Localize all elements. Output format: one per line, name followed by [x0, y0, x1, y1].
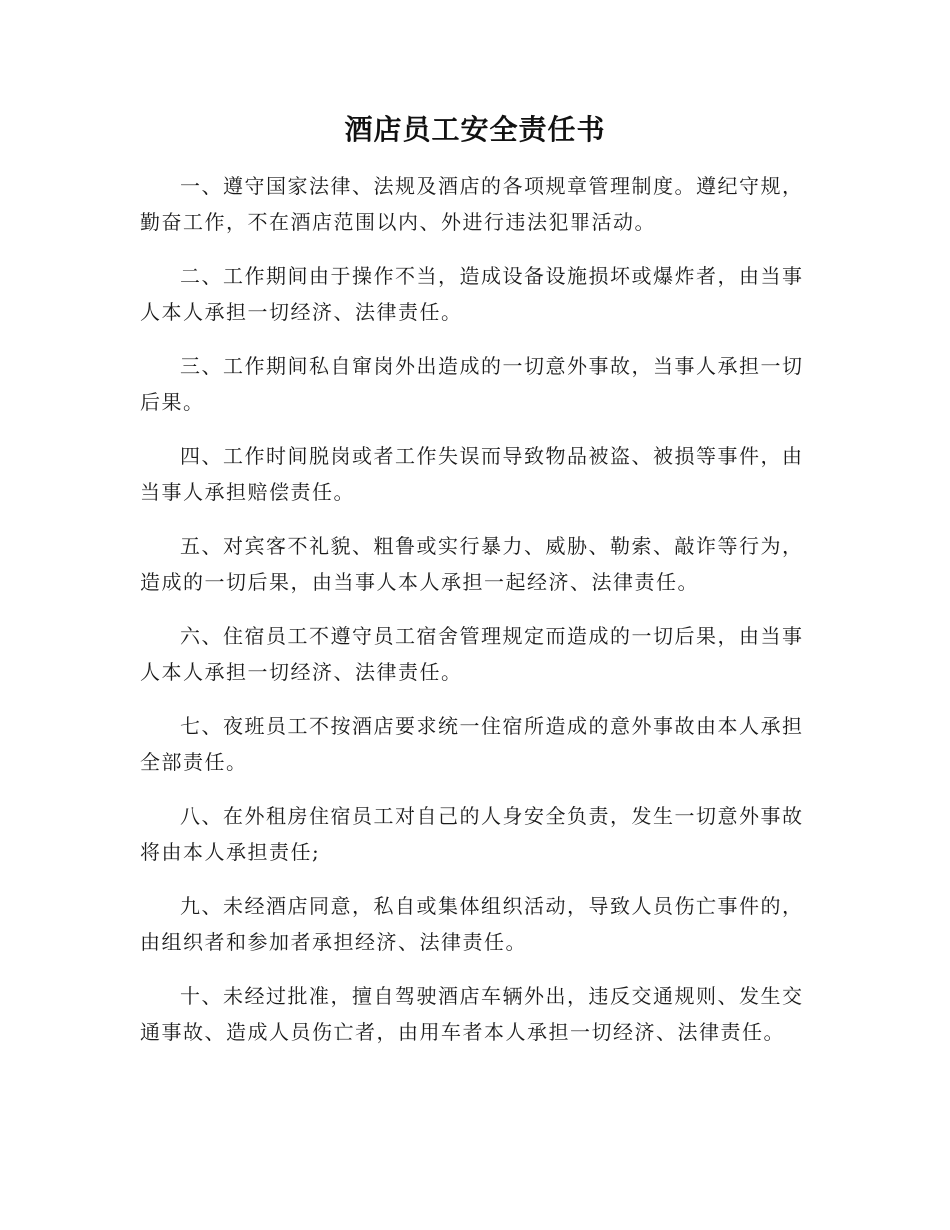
paragraph-5: 五、对宾客不礼貌、粗鲁或实行暴力、威胁、勒索、敲诈等行为，造成的一切后果，由当事人本人承担一起经济、法律责任。: [140, 534, 804, 594]
paragraph-4: 四、工作时间脱岗或者工作失误而导致物品被盗、被损等事件，由当事人承担赔偿责任。: [140, 444, 804, 504]
paragraph-1: 一、遵守国家法律、法规及酒店的各项规章管理制度。遵纪守规，勤奋工作，不在酒店范围以内、外进行违法犯罪活动。: [140, 174, 804, 234]
paragraph-6: 六、住宿员工不遵守员工宿舍管理规定而造成的一切后果，由当事人本人承担一切经济、法律责任。: [140, 624, 804, 684]
paragraph-8: 八、在外租房住宿员工对自己的人身安全负责，发生一切意外事故将由本人承担责任;: [140, 804, 804, 864]
document-body: [140, 168, 805, 1068]
document-title: 酒店员工安全责任书: [344, 113, 606, 146]
paragraph-9: 九、未经酒店同意，私自或集体组织活动，导致人员伤亡事件的，由组织者和参加者承担经济、法律责任。: [140, 894, 804, 954]
paragraph-7: 七、夜班员工不按酒店要求统一住宿所造成的意外事故由本人承担全部责任。: [140, 714, 804, 774]
paragraph-3: 三、工作期间私自窜岗外出造成的一切意外事故，当事人承担一切后果。: [140, 354, 804, 414]
paragraph-10: 十、未经过批准，擅自驾驶酒店车辆外出，违反交通规则、发生交通事故、造成人员伤亡者，由用车者本人承担一切经济、法律责任。: [140, 984, 804, 1044]
paragraph-2: 二、工作期间由于操作不当，造成设备设施损坏或爆炸者，由当事人本人承担一切经济、法律责任。: [140, 264, 804, 324]
